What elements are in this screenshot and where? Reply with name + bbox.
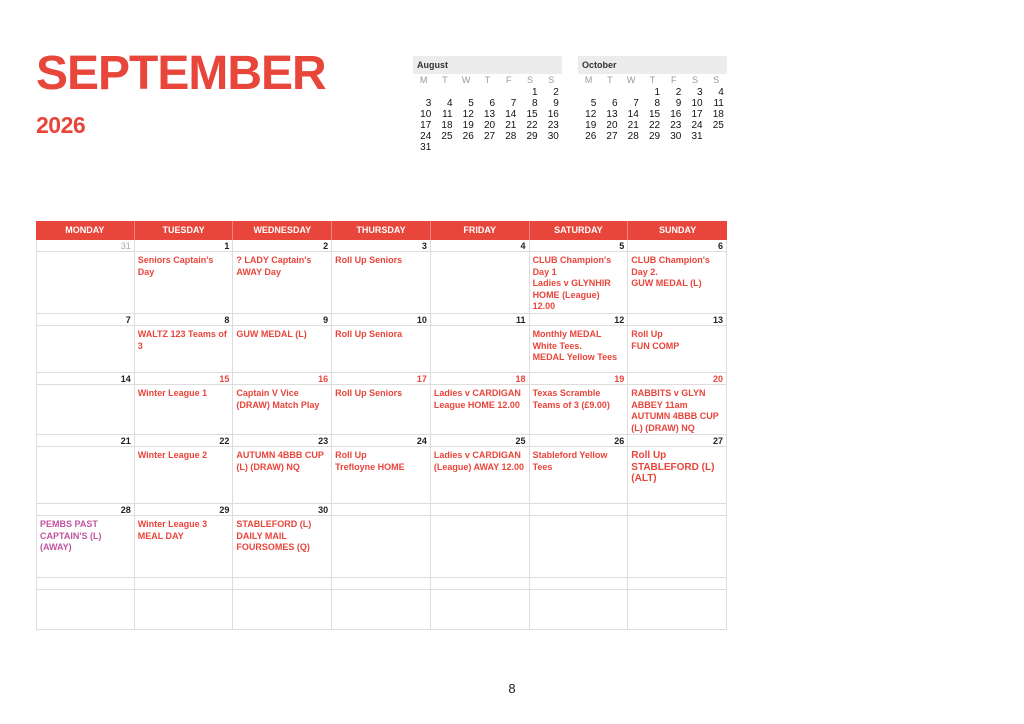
day-cell[interactable] — [233, 516, 332, 578]
event-item: GUW MEDAL (L) — [631, 278, 702, 288]
mini-day-cell: 16 — [547, 109, 559, 120]
mini-day-cell: 23 — [670, 120, 682, 131]
day-cell[interactable] — [233, 252, 332, 314]
day-number: 25 — [431, 435, 530, 447]
mini-day-cell: 9 — [553, 98, 559, 109]
mini-day-cell: 20 — [606, 120, 618, 131]
mini-day-cell: 31 — [420, 142, 432, 153]
mini-day-cell: 9 — [675, 98, 682, 109]
day-cell[interactable] — [628, 590, 727, 630]
mini-day-name: S — [713, 75, 720, 85]
event-item: CLUB Champion's Day 1 — [532, 255, 612, 277]
event-item: AUTUMN 4BBB CUP (L) (DRAW) NQ — [631, 411, 719, 433]
day-number: 22 — [135, 435, 234, 447]
mini-day-name: S — [691, 75, 698, 85]
mini-day-cell: 25 — [441, 131, 453, 142]
event-item: RABBITS v GLYN ABBEY 11am — [631, 388, 706, 410]
mini-day-cell: 22 — [526, 120, 538, 131]
mini-day-cell: 2 — [675, 87, 682, 98]
day-number — [332, 578, 431, 590]
day-number — [36, 578, 135, 590]
day-cell[interactable] — [233, 447, 332, 504]
day-cell[interactable] — [628, 385, 727, 435]
mini-day-cell: 15 — [648, 109, 661, 120]
mini-day-cell: 17 — [420, 120, 432, 131]
week-events-row — [36, 447, 727, 504]
day-cell[interactable] — [332, 590, 431, 630]
event-item: ? LADY Captain's AWAY Day — [236, 255, 312, 277]
week-events-row — [36, 326, 727, 373]
mini-day-name: S — [526, 75, 533, 85]
day-number: 13 — [628, 314, 727, 326]
day-number: 18 — [431, 373, 530, 385]
mini-day-cell: 5 — [468, 98, 474, 109]
mini-day-cell: 1 — [654, 87, 661, 98]
mini-day-cell: 7 — [510, 98, 517, 109]
day-cell[interactable] — [36, 590, 135, 630]
weekday-header-friday: FRIDAY — [431, 221, 530, 240]
day-number: 4 — [431, 240, 530, 252]
day-number: 10 — [332, 314, 431, 326]
day-number — [431, 578, 530, 590]
mini-day-cell — [519, 142, 540, 153]
mini-day-cell: 1 — [532, 87, 538, 98]
day-number: 28 — [36, 504, 135, 516]
mini-day-name: W — [461, 75, 471, 85]
mini-day-cell: 19 — [462, 120, 474, 131]
day-number: 27 — [628, 435, 727, 447]
mini-calendar-grid — [578, 74, 727, 142]
weekday-header-tuesday: TUESDAY — [135, 221, 234, 240]
event-item: MEDAL Yellow Tees — [532, 352, 618, 362]
mini-day-name: T — [484, 75, 491, 85]
event-item: Ladies v CARDIGAN (League) AWAY 12.00 — [433, 450, 525, 472]
day-cell[interactable] — [530, 447, 629, 504]
day-cell[interactable] — [431, 516, 530, 578]
mini-day-cell: 24 — [420, 131, 432, 142]
mini-day-cell: 29 — [526, 131, 538, 142]
day-number: 3 — [332, 240, 431, 252]
weekday-header-thursday: THURSDAY — [332, 221, 431, 240]
mini-day-name: M — [584, 75, 593, 85]
page-number: 8 — [508, 681, 516, 696]
mini-calendar-grid — [413, 74, 562, 153]
event-item: AUTUMN 4BBB CUP (L) (DRAW) NQ — [236, 450, 324, 472]
mini-day-cell: 12 — [462, 109, 474, 120]
mini-day-cell — [599, 87, 620, 98]
event-item: Roll Up Seniora — [335, 329, 403, 339]
event-item: Winter League 3 — [137, 519, 208, 529]
day-cell[interactable] — [332, 447, 431, 504]
day-number: 17 — [332, 373, 431, 385]
event-item: Ladies v CARDIGAN League HOME 12.00 — [433, 388, 521, 410]
event-item: FUN COMP — [631, 340, 680, 351]
day-cell[interactable] — [628, 326, 727, 373]
day-number: 5 — [530, 240, 629, 252]
day-number: 6 — [628, 240, 727, 252]
week-date-row — [36, 314, 727, 326]
event-item: Roll Up — [631, 329, 663, 339]
day-number — [233, 578, 332, 590]
mini-day-cell: 30 — [547, 131, 559, 142]
mini-day-cell: 12 — [585, 109, 597, 120]
mini-day-cell: 26 — [585, 131, 597, 142]
day-cell[interactable] — [36, 252, 135, 314]
mini-day-cell — [456, 87, 477, 98]
mini-day-cell: 13 — [483, 109, 496, 120]
calendar-weeks — [36, 240, 727, 630]
mini-day-cell: 14 — [627, 109, 639, 120]
day-cell[interactable] — [135, 326, 234, 373]
day-cell[interactable] — [332, 385, 431, 435]
week-events-row — [36, 385, 727, 435]
week-date-row — [36, 435, 727, 447]
day-cell[interactable] — [233, 590, 332, 630]
day-cell[interactable] — [628, 516, 727, 578]
weekday-header-monday: MONDAY — [36, 221, 135, 240]
mini-day-cell: 3 — [425, 98, 432, 109]
day-number — [431, 504, 530, 516]
day-cell[interactable] — [431, 447, 530, 504]
mini-day-cell: 6 — [489, 98, 496, 109]
event-item: Roll Up Seniors — [335, 255, 403, 265]
day-number — [530, 578, 629, 590]
event-item: WALTZ 123 Teams of 3 — [137, 329, 227, 351]
mini-day-cell: 10 — [420, 109, 432, 120]
mini-day-cell: 17 — [691, 109, 703, 120]
day-cell[interactable] — [135, 590, 234, 630]
mini-day-cell — [413, 87, 434, 98]
event-item: Trefloyne HOME — [335, 461, 405, 472]
mini-day-cell: 11 — [442, 109, 453, 120]
event-item: PEMBS PAST CAPTAIN'S (L) (AWAY) — [40, 519, 102, 552]
week-date-row — [36, 373, 727, 385]
day-cell[interactable] — [628, 447, 727, 504]
day-number — [530, 504, 629, 516]
day-number — [628, 578, 727, 590]
day-cell[interactable] — [36, 516, 135, 578]
day-number: 12 — [530, 314, 629, 326]
mini-day-cell — [477, 142, 498, 153]
day-cell[interactable] — [233, 326, 332, 373]
mini-day-cell: 13 — [606, 109, 618, 120]
day-cell[interactable] — [36, 447, 135, 504]
event-item: MEAL DAY — [137, 530, 184, 541]
event-item: CLUB Champion's Day 2. — [631, 255, 710, 277]
mini-day-cell: 15 — [526, 109, 538, 120]
mini-day-cell: 7 — [633, 98, 639, 109]
mini-day-cell: 18 — [712, 109, 724, 120]
day-number: 16 — [233, 373, 332, 385]
event-item: Ladies v GLYNHIR HOME (League) 12.00 — [532, 278, 611, 311]
day-number: 30 — [233, 504, 332, 516]
mini-day-cell: 22 — [648, 120, 661, 131]
mini-day-cell — [456, 142, 477, 153]
year-title: 2026 — [36, 112, 86, 138]
mini-day-cell: 26 — [462, 131, 474, 142]
mini-day-cell — [477, 87, 498, 98]
week-events-row — [36, 252, 727, 314]
mini-day-cell — [578, 87, 599, 98]
day-cell[interactable] — [135, 516, 234, 578]
mini-day-cell: 4 — [718, 87, 724, 98]
day-number: 23 — [233, 435, 332, 447]
day-number: 9 — [233, 314, 332, 326]
event-item: Captain V Vice (DRAW) Match Play — [236, 388, 320, 410]
mini-day-cell: 24 — [691, 120, 703, 131]
day-number: 24 — [332, 435, 431, 447]
mini-day-cell: 6 — [611, 98, 618, 109]
mini-day-cell: 20 — [483, 120, 496, 131]
event-item: Seniors Captain's Day — [137, 255, 214, 277]
day-cell[interactable] — [332, 252, 431, 314]
mini-day-cell: 3 — [697, 87, 703, 98]
day-cell[interactable] — [36, 385, 135, 435]
mini-day-cell — [434, 87, 455, 98]
day-number: 14 — [36, 373, 135, 385]
weekday-header-row — [36, 221, 727, 240]
mini-day-name: T — [442, 75, 448, 85]
mini-day-cell: 11 — [713, 98, 724, 109]
mini-day-cell: 28 — [505, 131, 517, 142]
mini-day-cell: 25 — [712, 120, 724, 131]
mini-day-name: M — [419, 75, 428, 85]
event-item: Winter League 1 — [137, 388, 208, 398]
event-item: Winter League 2 — [137, 450, 208, 460]
mini-day-cell — [498, 87, 519, 98]
event-item: STABLEFORD (L) — [236, 519, 312, 529]
mini-calendar-october — [578, 56, 727, 142]
mini-day-cell: 29 — [648, 131, 661, 142]
mini-day-name: T — [607, 75, 613, 85]
event-item: GUW MEDAL (L) — [236, 329, 307, 339]
weekday-header-wednesday: WEDNESDAY — [233, 221, 332, 240]
mini-day-name: F — [670, 75, 677, 85]
day-number: 8 — [135, 314, 234, 326]
day-cell[interactable] — [233, 385, 332, 435]
weekday-header-sunday: SUNDAY — [659, 225, 697, 235]
mini-day-cell: 18 — [441, 120, 453, 131]
mini-day-name: W — [626, 75, 636, 85]
week-events-row — [36, 516, 727, 578]
mini-day-cell: 27 — [483, 131, 496, 142]
mini-day-cell: 5 — [590, 98, 597, 109]
day-cell[interactable] — [530, 516, 629, 578]
day-cell[interactable] — [135, 385, 234, 435]
mini-day-cell: 21 — [505, 120, 517, 131]
event-item: Stableford Yellow Tees — [532, 450, 608, 472]
day-cell[interactable] — [332, 326, 431, 373]
event-item: Roll Up Seniors — [335, 388, 403, 398]
mini-calendar-title: October — [578, 56, 727, 74]
week-events-row — [36, 590, 727, 630]
mini-day-cell: 28 — [627, 131, 639, 142]
event-item: Monthly MEDAL White Tees. — [532, 329, 602, 351]
day-cell[interactable] — [36, 326, 135, 373]
day-cell[interactable] — [135, 447, 234, 504]
mini-day-cell: 16 — [670, 109, 682, 120]
mini-day-cell: 10 — [691, 98, 703, 109]
day-number: 31 — [36, 240, 135, 252]
day-cell[interactable] — [431, 326, 530, 373]
mini-day-cell: 30 — [670, 131, 682, 142]
day-cell[interactable] — [530, 252, 629, 314]
event-item: Roll Up — [631, 450, 667, 461]
mini-day-cell: 19 — [585, 120, 597, 131]
day-number: 11 — [431, 314, 530, 326]
day-cell[interactable] — [628, 252, 727, 314]
event-item: STABLEFORD (L) (ALT) — [631, 461, 715, 484]
event-item: Roll Up — [335, 450, 367, 460]
mini-day-cell: 8 — [654, 98, 661, 109]
event-item: Texas Scramble Teams of 3 (£9.00) — [532, 388, 610, 410]
mini-day-cell: 2 — [553, 87, 559, 98]
day-number: 1 — [135, 240, 234, 252]
mini-day-name: T — [649, 75, 656, 85]
day-number: 21 — [36, 435, 135, 447]
week-date-row — [36, 504, 727, 516]
mini-day-cell — [541, 142, 562, 153]
day-number: 7 — [36, 314, 135, 326]
week-date-row — [36, 240, 727, 252]
mini-day-cell — [621, 87, 642, 98]
day-cell[interactable] — [332, 516, 431, 578]
day-number: 20 — [628, 373, 727, 385]
mini-day-cell: 27 — [606, 131, 618, 142]
weekday-header-saturday: SATURDAY — [530, 221, 629, 240]
month-calendar — [36, 221, 727, 630]
day-cell[interactable] — [530, 326, 629, 373]
mini-day-cell: 31 — [691, 131, 703, 142]
day-cell[interactable] — [135, 252, 234, 314]
event-item: DAILY MAIL FOURSOMES (Q) — [236, 530, 310, 552]
day-cell[interactable] — [431, 252, 530, 314]
mini-day-name: F — [505, 75, 512, 85]
mini-day-cell: 23 — [547, 120, 559, 131]
mini-day-cell: 8 — [532, 98, 538, 109]
day-number: 2 — [233, 240, 332, 252]
day-number: 26 — [530, 435, 629, 447]
day-cell[interactable] — [530, 385, 629, 435]
week-date-row — [36, 578, 727, 590]
day-number: 19 — [530, 373, 629, 385]
day-cell[interactable] — [431, 385, 530, 435]
day-cell[interactable] — [431, 590, 530, 630]
day-cell[interactable] — [530, 590, 629, 630]
mini-day-cell — [498, 142, 519, 153]
mini-day-cell: 4 — [446, 98, 453, 109]
mini-day-cell: 14 — [505, 109, 517, 120]
day-number: 29 — [135, 504, 234, 516]
mini-calendar-august — [413, 56, 562, 153]
mini-day-cell — [706, 131, 727, 142]
day-number — [332, 504, 431, 516]
month-title: SEPTEMBER — [36, 47, 326, 100]
day-number — [135, 578, 234, 590]
day-number: 15 — [135, 373, 234, 385]
mini-day-cell: 21 — [627, 120, 639, 131]
mini-day-name: S — [548, 75, 555, 85]
mini-calendar-title: August — [413, 56, 562, 74]
day-number — [628, 504, 727, 516]
mini-day-cell — [434, 142, 455, 153]
